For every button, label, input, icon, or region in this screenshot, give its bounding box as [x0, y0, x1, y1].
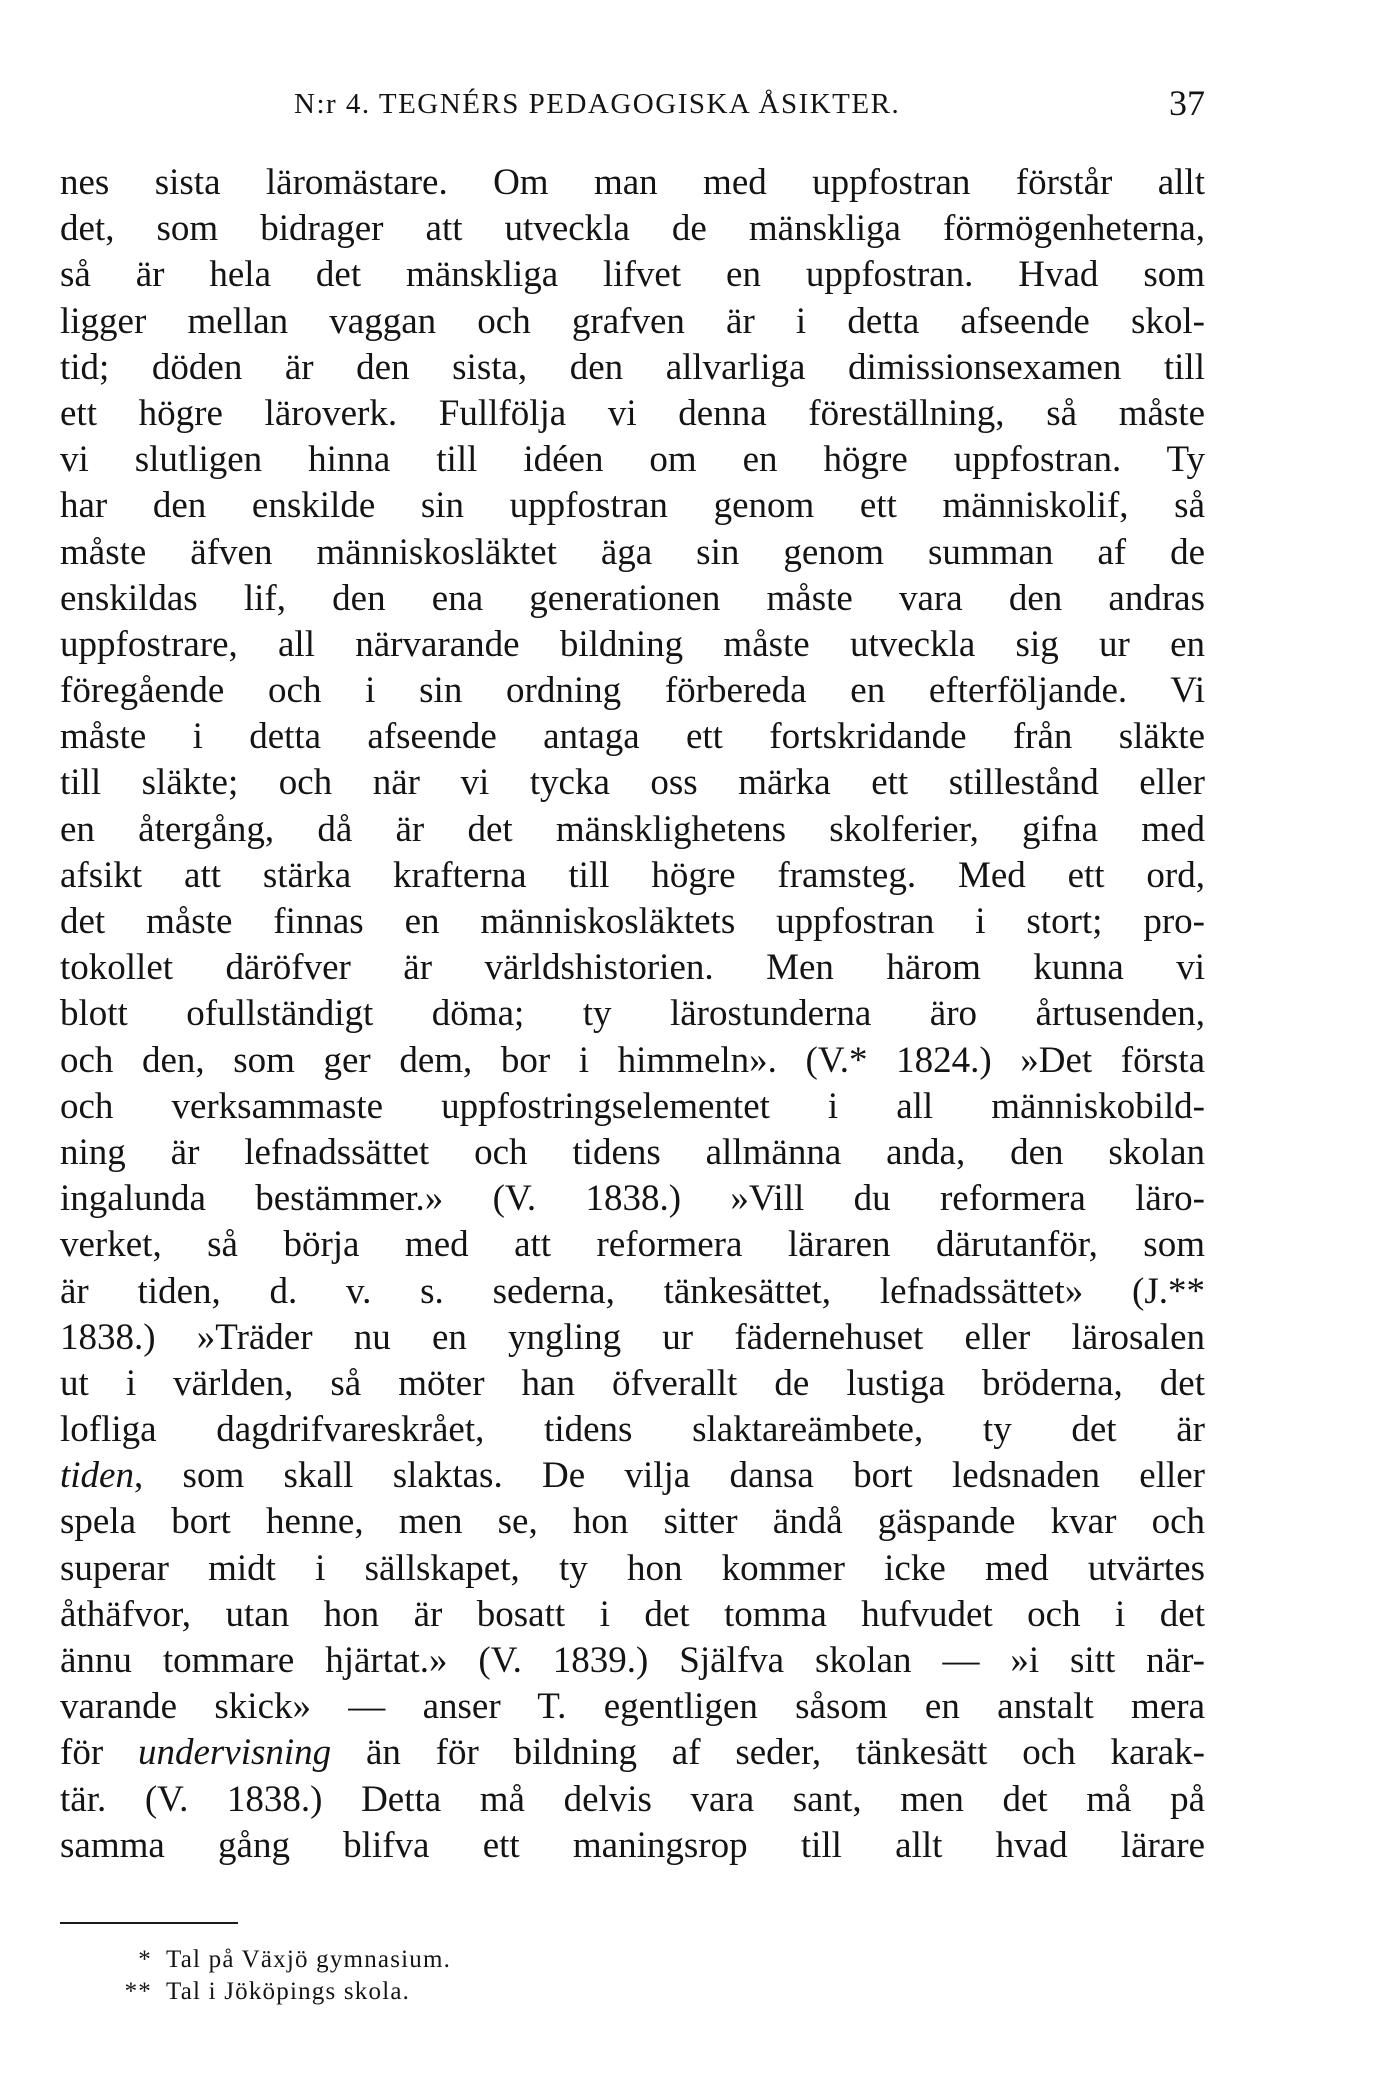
text-line	[60, 1592, 1205, 1638]
text-segment: har den enskilde sin uppfostran genom ett människolif, så	[60, 485, 1205, 527]
text-segment: föregående och i sin ordning förbereda en efterföljande. Vi	[60, 670, 1205, 712]
footnote	[100, 1976, 451, 2008]
text-segment: verket, så börja med att reformera läraren därutanför, som	[60, 1224, 1205, 1266]
text-line	[60, 1222, 1205, 1268]
text-line	[60, 899, 1205, 945]
text-segment: spela bort henne, men se, hon sitter ändå gäspande kvar och	[60, 1501, 1205, 1543]
text-segment: tid; döden är den sista, den allvarliga dimissionsexamen till	[60, 346, 1205, 388]
text-line	[60, 622, 1205, 668]
italic-segment: tiden	[60, 1455, 134, 1497]
text-line	[60, 299, 1205, 345]
text-line	[60, 1684, 1205, 1730]
text-segment: åthäfvor, utan hon är bosatt i det tomma hufvudet och i det	[60, 1593, 1205, 1635]
text-segment: varande skick» — anser T. egentligen såsom en anstalt mera	[60, 1686, 1205, 1728]
text-line	[60, 991, 1205, 1037]
text-line	[60, 1361, 1205, 1407]
text-segment: ännu tommare hjärtat.» (V. 1839.) Själfva skolan — »i sitt när-	[60, 1640, 1205, 1681]
footnote-mark: **	[124, 1978, 152, 2005]
text-line	[60, 160, 1205, 206]
text-line	[60, 1407, 1205, 1453]
footnote-mark: *	[138, 1946, 152, 1973]
footnote-separator	[60, 1922, 238, 1924]
text-line	[60, 1546, 1205, 1592]
text-line	[60, 345, 1205, 391]
text-line	[60, 945, 1205, 991]
italic-segment: undervisning	[137, 1732, 332, 1774]
text-line	[60, 530, 1205, 576]
text-line	[60, 391, 1205, 437]
text-line	[60, 1453, 1205, 1499]
text-line	[60, 1823, 1205, 1869]
text-line	[60, 1084, 1205, 1130]
footnotes	[100, 1944, 451, 2008]
footnote	[100, 1944, 451, 1976]
text-segment: och den, som ger dem, bor i himmeln». (V.* 1824.) »Det första	[60, 1039, 1205, 1081]
text-line	[60, 760, 1205, 806]
page-number: 37	[1169, 83, 1205, 123]
text-segment: vi slutligen hinna till idéen om en högre uppfostran. Ty	[60, 439, 1205, 481]
text-segment: ingalunda bestämmer.» (V. 1838.) »Vill du reformera läro-	[60, 1178, 1205, 1220]
footnote-text: Tal på Växjö gymnasium.	[166, 1946, 452, 1973]
text-line	[60, 714, 1205, 760]
text-line	[60, 1269, 1205, 1315]
text-segment: , som skall slaktas. De vilja dansa bort ledsnaden eller	[133, 1455, 1205, 1497]
text-line	[60, 1176, 1205, 1222]
running-title: N:r 4. TEGNÉRS PEDAGOGISKA ÅSIKTER.	[294, 88, 901, 120]
footnote-text: Tal i Jököpings skola.	[166, 1978, 411, 2005]
text-segment: ligger mellan vaggan och grafven är i detta afseende skol-	[60, 300, 1205, 342]
text-line	[60, 206, 1205, 252]
text-line	[60, 576, 1205, 622]
text-segment: samma gång blifva ett maningsrop till allt hvad lärare	[60, 1824, 1205, 1866]
text-line	[60, 1130, 1205, 1176]
text-segment: 1838.) »Träder nu en yngling ur fädernehuset eller lärosalen	[60, 1316, 1205, 1358]
text-line	[60, 668, 1205, 714]
text-segment: än för bildning af seder, tänkesätt och karak-	[331, 1732, 1205, 1774]
text-segment: tokollet däröfver är världshistorien. Men härom kunna vi	[60, 947, 1205, 989]
text-line	[60, 1777, 1205, 1823]
text-segment: ett högre läroverk. Fullfölja vi denna föreställning, så måste	[60, 392, 1205, 434]
text-line	[60, 437, 1205, 483]
text-segment: tär. (V. 1838.) Detta må delvis vara sant, men det må på	[60, 1778, 1205, 1820]
page-header	[60, 82, 1205, 126]
text-segment: måste äfven människosläktet äga sin genom summan af de	[60, 531, 1205, 573]
text-line	[60, 252, 1205, 298]
main-text	[60, 160, 1205, 1869]
text-segment: måste i detta afseende antaga ett fortskridande från släkte	[60, 716, 1205, 758]
text-segment: är tiden, d. v. s. sederna, tänkesättet, lefnadssättet» (J.**	[60, 1270, 1205, 1312]
text-segment: för	[60, 1732, 138, 1774]
text-line	[60, 1730, 1205, 1776]
text-line	[60, 1638, 1205, 1684]
text-segment: så är hela det mänskliga lifvet en uppfostran. Hvad som	[60, 254, 1205, 296]
text-segment: det måste finnas en människosläktets uppfostran i stort; pro-	[60, 901, 1205, 942]
text-segment: och verksammaste uppfostringselementet i all människobild-	[60, 1085, 1205, 1127]
text-line	[60, 1499, 1205, 1545]
text-segment: enskildas lif, den ena generationen måste vara den andras	[60, 577, 1205, 619]
text-segment: ning är lefnadssättet och tidens allmänna anda, den skolan	[60, 1131, 1205, 1173]
text-segment: lofliga dagdrifvareskrået, tidens slaktareämbete, ty det är	[60, 1409, 1205, 1451]
text-line	[60, 807, 1205, 853]
text-line	[60, 1038, 1205, 1084]
text-line	[60, 1315, 1205, 1361]
text-segment: ut i världen, så möter han öfverallt de lustiga bröderna, det	[60, 1362, 1205, 1404]
text-segment: nes sista läromästare. Om man med uppfostran förstår allt	[60, 162, 1205, 203]
text-segment: blott ofullständigt döma; ty lärostunderna äro årtusenden,	[60, 993, 1205, 1035]
text-segment: afsikt att stärka krafterna till högre framsteg. Med ett ord,	[60, 854, 1205, 896]
text-line	[60, 483, 1205, 529]
text-segment: superar midt i sällskapet, ty hon kommer icke med utvärtes	[60, 1547, 1205, 1589]
text-line	[60, 853, 1205, 899]
text-segment: en återgång, då är det mänsklighetens skolferier, gifna med	[60, 808, 1205, 850]
text-segment: det, som bidrager att utveckla de mänskliga förmögenheterna,	[60, 208, 1205, 250]
text-segment: uppfostrare, all närvarande bildning måste utveckla sig ur en	[60, 623, 1205, 665]
text-segment: till släkte; och när vi tycka oss märka ett stillestånd eller	[60, 762, 1205, 804]
